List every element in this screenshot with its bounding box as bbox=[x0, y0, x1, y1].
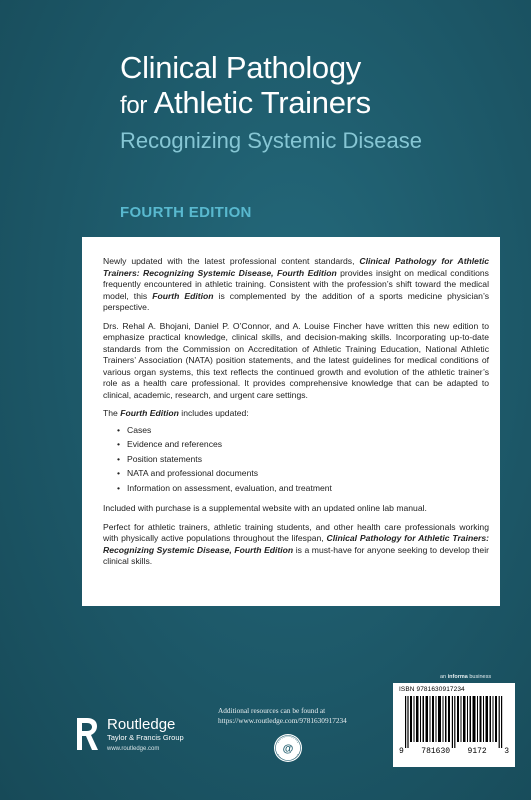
informa-suffix: business bbox=[467, 674, 492, 680]
book-title-line2 bbox=[120, 86, 500, 123]
list-item: • Position statements bbox=[117, 452, 489, 467]
isbn-digits bbox=[399, 747, 509, 756]
resources-url[interactable]: https://www.routledge.com/9781630917234 bbox=[218, 716, 347, 725]
isbn-digit-group: 9 bbox=[399, 747, 404, 756]
book-subtitle: Recognizing Systemic Disease bbox=[120, 128, 423, 153]
edition-label: FOURTH EDITION bbox=[120, 204, 252, 221]
title-for: for bbox=[120, 92, 148, 119]
list-item: • Evidence and references bbox=[117, 437, 489, 452]
isbn-digit-group: 3 bbox=[504, 747, 509, 756]
description-paragraph-2: Drs. Rehal A. Bhojani, Daniel P. O’Connor, and A. Louise Fincher have written this new edition to emphasize practical knowledge, clinical skills, and decision-making skills. Incorporating up-to-date standards from the Commission on Accreditation of Athletic Training Education, National Athletic Trainers’ Association (NATA) position statements, and the latest guidelines for medical conditions of various organ systems, this text reflects the continued growth and evolution of the athletic trainer’s role as a health care professional. It provides comprehensive knowledge that can be adapted to clinical, academic, research, and urgent care settings. bbox=[103, 320, 489, 400]
informa-prefix: an bbox=[440, 674, 448, 680]
informa-brand: informa bbox=[447, 674, 468, 680]
routledge-r-icon bbox=[74, 716, 100, 752]
svg-text:@: @ bbox=[282, 743, 294, 755]
companion-website-icon bbox=[273, 733, 303, 763]
description-box bbox=[82, 237, 500, 606]
description-paragraph-1: Newly updated with the latest professional content standards, Clinical Pathology for Athletic Trainers: Recognizing Systemic Disease, Fourth Edition provides insight on medical conditions frequently encountered in athletic training. Consistent with the profession’s shift toward the medical model, this Fourth Edition is complemented by the addition of a sports medicine physician’s perspective. bbox=[103, 256, 489, 312]
publisher-group: Taylor & Francis Group bbox=[107, 733, 184, 742]
routledge-logo bbox=[74, 716, 184, 754]
informa-business-label bbox=[440, 674, 491, 680]
isbn-digit-group: 781630 bbox=[421, 747, 451, 756]
isbn-digit-group: 9172 bbox=[467, 747, 487, 756]
title-block bbox=[120, 50, 500, 155]
description-paragraph-5: Perfect for athletic trainers, athletic training students, and other health care professionals working with physically active populations throughout the lifespan, Clinical Pathology for Athletic Trainers: Recognizing Systemic Disease, Fourth Edition is a must-have for anyone seeking to develop their clinical skills. bbox=[103, 521, 489, 566]
list-item: • NATA and professional documents bbox=[117, 466, 489, 481]
list-item: • Information on assessment, evaluation, and treatment bbox=[117, 481, 489, 496]
additional-resources bbox=[218, 706, 347, 726]
resources-text: Additional resources can be found at bbox=[218, 706, 326, 715]
barcode-box bbox=[393, 683, 515, 767]
updates-list bbox=[117, 423, 489, 496]
description-paragraph-4: Included with purchase is a supplemental website with an updated online lab manual. bbox=[103, 503, 427, 513]
description-paragraph-3: The Fourth Edition includes updated: bbox=[103, 408, 249, 418]
title-athletic-trainers: Athletic Trainers bbox=[153, 85, 371, 120]
publisher-name: Routledge bbox=[107, 716, 176, 733]
barcode-icon bbox=[399, 696, 509, 748]
publisher-url[interactable]: www.routledge.com bbox=[107, 746, 160, 752]
book-title-line1: Clinical Pathology bbox=[120, 50, 362, 85]
isbn-label: ISBN 9781630917234 bbox=[399, 686, 465, 693]
list-item: • Cases bbox=[117, 423, 489, 438]
